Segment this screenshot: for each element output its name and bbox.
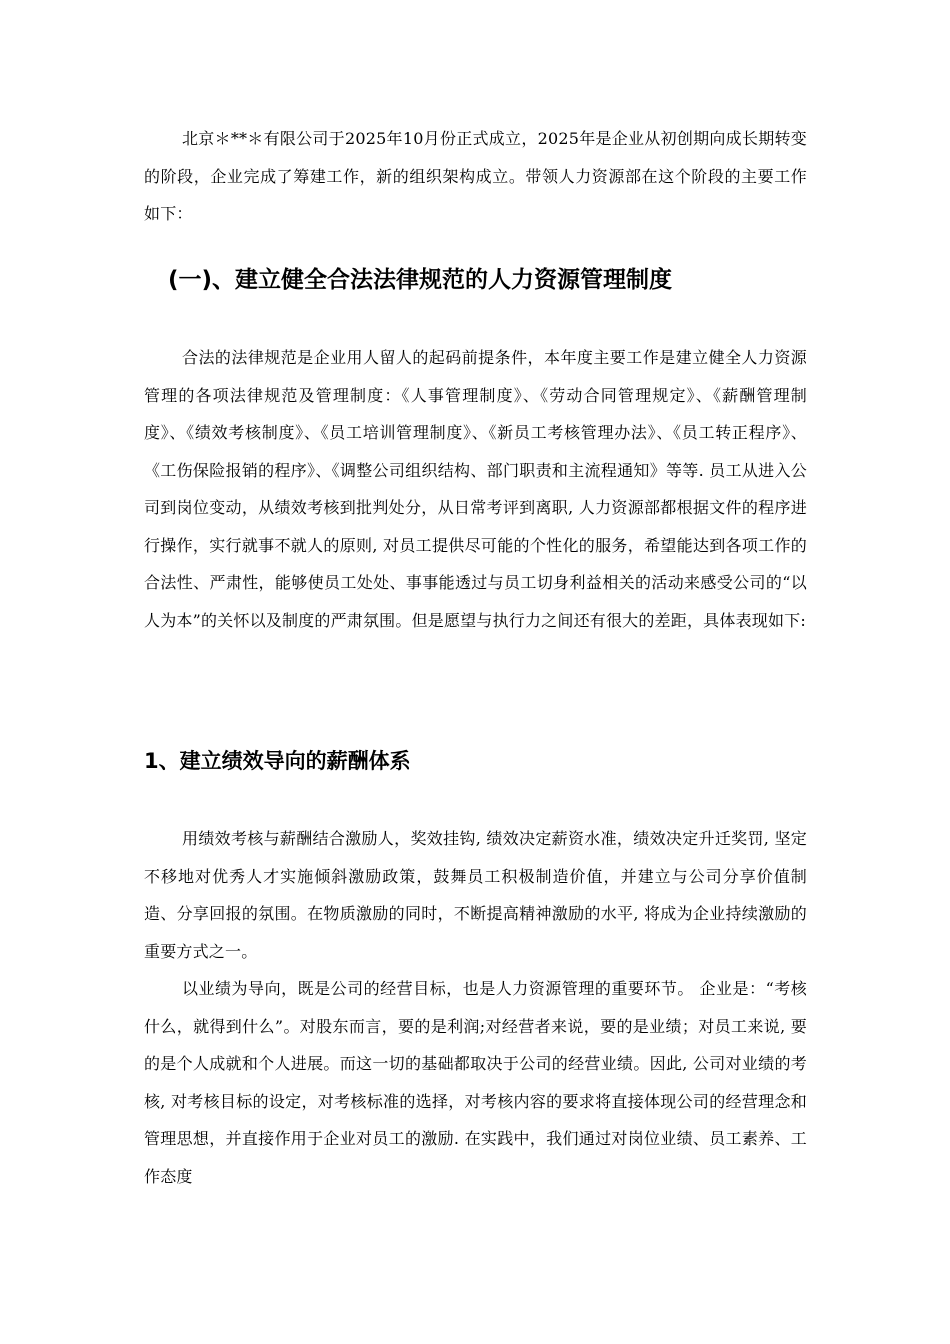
section-body-paragraph: 合法的法律规范是企业用人留人的起码前提条件，本年度主要工作是建立健全人力资源管理的各项法律规范及管理制度：《人事管理制度》、《劳动合同管理规定》、《薪酬管理制度》、《绩效考核制度》、《员工培训管理制度》、《新员工考核管理办法》、《员工转正程序》、《工伤保险报销的程序》、《调整公司组织结构、部门职责和主流程通知》等等. 员工从进入公司到岗位变动，从绩效考核到批判处分，从日常考评到离职, 人力资源部都根据文件的程序进行操作，实行就事不就人的原则, 对员工提供尽可能的个性化的服务，希望能达到各项工作的合法性、严肃性，能够使员工处处、事事能透过与员工切身利益相关的活动来感受公司的“以人为本”的关怀以及制度的严肃氛围。但是愿望与执行力之间还有很大的差距，具体表现如下: [144,348,807,630]
subsection-paragraph-2: 以业绩为导向，既是公司的经营目标，也是人力资源管理的重要环节。 企业是：“考核什么，就得到什么”。对股东而言，要的是利润;对经营者来说，要的是业绩；对员工来说, 要的是个人成就和个人进展。而这一切的基础都取决于公司的经营业绩。因此, 公司对业绩的考核, 对考核目标的设定，对考核标准的选择，对考核内容的要求将直接体现公司的经营理念和管理思想，并直接作用于企业对员工的激励. 在实践中，我们通过对岗位业绩、员工素养、工作态度 [144,979,807,1186]
subsection-heading: 1、建立绩效导向的薪酬体系 [144,749,411,773]
section-heading: (一)、建立健全合法法律规范的人力资源管理制度 [168,267,673,293]
subsection-paragraph-1: 用绩效考核与薪酬结合激励人，奖效挂钩, 绩效决定薪资水准，绩效决定升迁奖罚, 坚定不移地对优秀人才实施倾斜激励政策，鼓舞员工积极制造价值，并建立与公司分享价值制造、分享回报的氛围。在物质激励的同时，不断提高精神激励的水平, 将成为企业持续激励的重要方式之一。 [144,829,807,961]
intro-paragraph: 北京＊**＊有限公司于2025年10月份正式成立，2025年是企业从初创期向成长期转变的阶段，企业完成了筹建工作，新的组织架构成立。带领人力资源部在这个阶段的主要工作如下： [144,129,807,223]
